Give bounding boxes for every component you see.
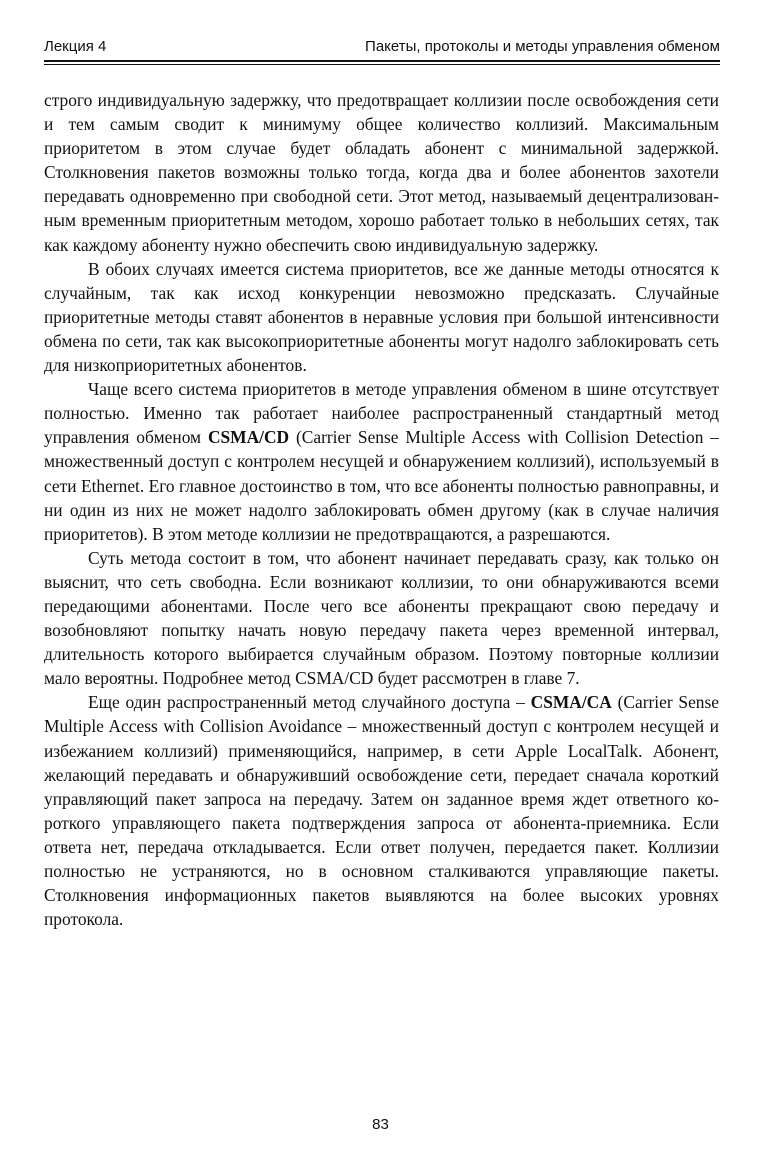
body-text [44, 88, 719, 931]
paragraph-method-essence: Суть метода состоит в том, что абонент начинает передавать сразу, как только он выяснит, что сеть свободна. Если возникают коллизии, то они обнаруживаются всеми передающими абонентами. После чего все абоненты прекращают свою передачу и возобновляют попытку начать новую передачу пакета через временной интервал, длительность которого выбирается случайным образом. Поэтому повторные коллизии мало вероятны. Подробнее метод CSMA/CD будет рассмотрен в главе 7. [44, 547, 719, 689]
page-number: 83 [372, 1116, 389, 1133]
paragraph-continuation: строго индивидуальную задержку, что предотвращает коллизии после освобождения сети и тем самым сводит к минимуму общее количество коллизий. Максимальным приоритетом в этом случае будет обладать абонент с минимальной задержкой. Столкновения пакетов возможны только тогда, когда два и более абонентов захотели передавать одновременно при свободной сети. Этот метод, называемый децентрализованным временным приоритетным методом, хорошо работает только в небольших сетях, так как каждому абоненту нужно обеспечить свою индивидуальную задержку. [44, 90, 719, 255]
paragraph-csma-cd-text-end: (Carrier Sense Multiple Access with Collision Detection – множественный доступ с контролем несущей и обнаружением коллизий), используемый в сети Ethernet. Его главное достоинство в том, что все абоненты полностью равноправны, и ни один из них не может надолго заблокировать обмен другому (как в случае наличия приоритетов). В этом методе коллизии не предотвращаются, а разрешаются. [44, 427, 719, 544]
header-section-title: Пакеты, протоколы и методы управления обменом [365, 38, 720, 55]
paragraph-csma-cd-text-start: Чаще всего система приоритетов в методе управления обменом в шине отсутствует полностью. Именно так работает наиболее распространенный стандартный метод управления обменом [44, 379, 719, 448]
header-rule-thick [44, 60, 720, 62]
paragraph-csma-ca [44, 690, 719, 931]
paragraph-priority-systems: В обоих случаях имеется система приоритетов, все же данные методы относятся к случайным, так как исход конкуренции невозможно предсказать. Случайные приоритетные методы ставят абонентов в неравные условия при большой интенсивности обмена по сети, так как высокоприоритетные абоненты могут надолго заблокировать сеть для низкоприоритетных абонентов. [44, 258, 719, 376]
header-lecture-label: Лекция 4 [44, 38, 107, 55]
paragraph-csma-ca-text-end: (Carrier Sense Multiple Access with Collision Avoidance – множественный доступ с контролем несущей и избежанием коллизий) применяющийся, например, в сети Apple LocalTalk. Абонент, желающий передавать и обнаруживший освобождение сети, передает сначала короткий управляющий пакет запроса на передачу. Затем он заданное время ждет ответного короткого управляющего пакета подтверждения запроса от абонента-приемника. Если ответа нет, передача откладывается. Если ответ получен, передается пакет. Коллизии полностью не устраняются, но в основном сталкиваются управляющие пакеты. Столкновения информационных пакетов выявляются на более высоких уровнях протокола. [44, 692, 719, 930]
header-rule-thin [44, 64, 720, 65]
paragraph-csma-cd [44, 377, 719, 546]
paragraph-csma-ca-text-start: Еще один распространенный метод случайного доступа – [88, 692, 531, 713]
term-csma-ca: CSMA/CA [530, 692, 612, 713]
term-csma-cd: CSMA/CD [207, 427, 290, 448]
running-header [44, 38, 720, 55]
